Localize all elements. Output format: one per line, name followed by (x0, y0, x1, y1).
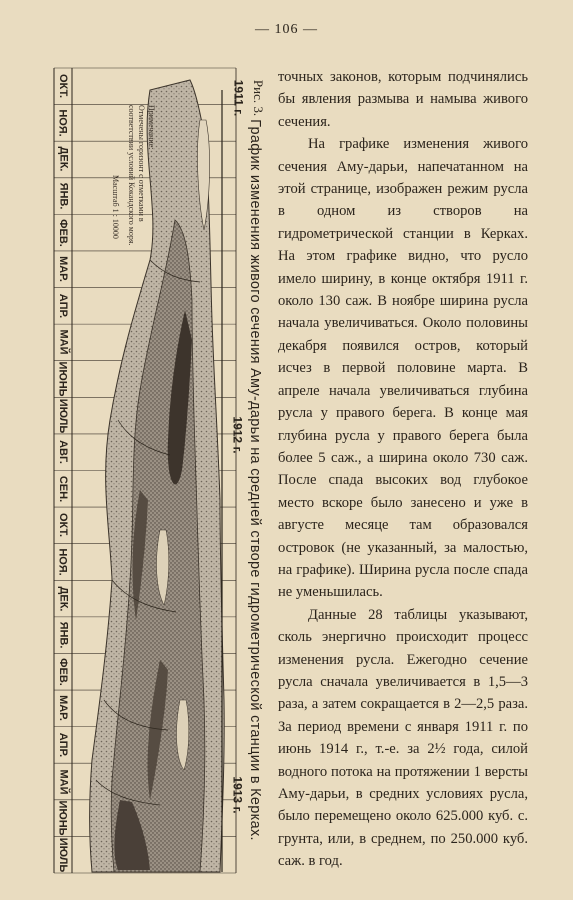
month-label: ЯНВ. (57, 182, 70, 210)
year-label-1912: 1912 г. (231, 416, 246, 454)
figure-legend (96, 105, 166, 335)
month-label: ИЮЛЬ (57, 837, 69, 872)
month-label: МАЙ (57, 329, 70, 355)
legend-line: Масштаб 1 : 10000 (111, 175, 120, 239)
month-label: МАР. (57, 256, 70, 283)
body-text (278, 66, 528, 873)
month-label: ОКТ. (57, 74, 69, 99)
legend-line: Отмечены горизонт с отметками в (137, 105, 146, 222)
month-label: ИЮЛЬ (57, 398, 69, 433)
month-label: ОКТ. (57, 513, 69, 538)
river-cross-section-figure (0, 60, 270, 872)
month-label: ЯНВ. (57, 621, 70, 649)
year-label-1911: 1911 г. (231, 79, 245, 117)
month-label: ИЮНЬ (57, 800, 70, 836)
paragraph-2: На графике изменения живого сечения Аму-дарьи, напечатанном на этой странице, изображен режим русла в одном из створов на гидрометрической станции в Керках. На этом графике видно, что русло имело ширину, в конце октября 1911 г. около 130 саж. В ноябре ширина русла начала увеличиваться. Около половины декабря появился остров, который исчез в первой половине марта. В апреле начала увеличиваться глубина русла у правого берега. В конце мая глубина русла у правого берега была более 5 саж., а ширина около 730 саж. После спада высоких вод глубокое место вскоре было занесено и уже в августе месяце там образовался островок (не указанный, за малостью, на графике). Ширина русла после спада не уменьшилась. (278, 136, 528, 601)
month-label: МАЙ (57, 768, 70, 795)
figure-title: График изменения живого сечения Аму-дарьи на средней створе гидрометрической станции в Керках. (247, 119, 263, 841)
month-label: СЕН. (57, 475, 69, 502)
legend-line: Примечание: (147, 105, 156, 150)
month-label: ДЕК. (57, 586, 70, 612)
paragraph-3: Данные 28 таблицы указывают, сколь энергично происходит процесс изменения русла. Ежегодно сечение русла сначала увеличивается в 1,5—3 раза, а затем сокращается в 2—2,5 раза. За период времени с января 1911 г. по июнь 1914 г., т.-е. за 2½ года, силой водного потока на протяжении 1 версты Аму-дарьи, в средних условиях русла, было перемещено около 625.000 куб. с. грунта, или, в среднем, по 250.000 куб. саж. в год. (278, 606, 528, 870)
month-label: НОЯ. (57, 109, 70, 137)
paragraph-1: точных законов, которым подчинялись бы явления размыва и намыва живого сечения. (278, 69, 528, 130)
legend-line: соответствии условий Кокандского моря. (127, 105, 136, 246)
month-label: МАР. (57, 695, 70, 722)
page-number: — 106 — (255, 22, 318, 37)
month-label: АПР. (57, 293, 70, 319)
month-label: АВГ. (57, 440, 69, 465)
month-label: ФЕВ. (57, 218, 70, 247)
month-label: ИЮНЬ (57, 361, 70, 397)
month-label: НОЯ. (57, 548, 70, 576)
year-label-1913: 1913 г. (231, 776, 246, 814)
month-label: ДЕК. (57, 146, 70, 172)
month-label: ФЕВ. (57, 657, 70, 686)
month-label: АПР. (57, 732, 70, 758)
month-axis (54, 68, 72, 873)
figure-label: Рис. 3. (251, 79, 266, 117)
